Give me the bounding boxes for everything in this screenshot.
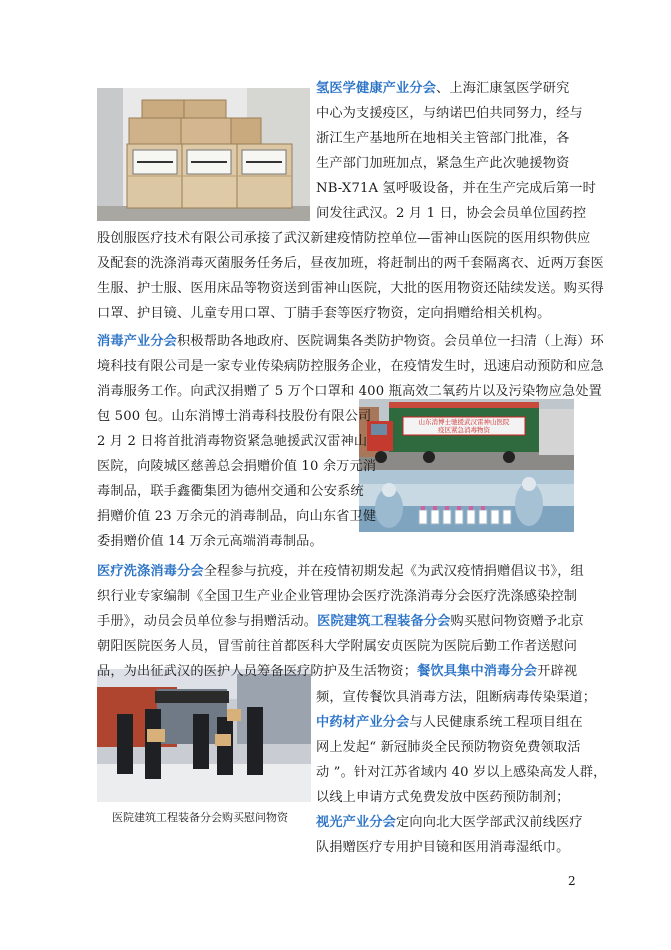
text-line: 2 月 2 日将首批消毒物资紧急驰援武汉雷神山 <box>97 434 368 449</box>
text-line: 生产部门加班加点，紧急生产此次驰援物资 <box>316 156 570 171</box>
text-line: 及配套的洗涤消毒灭菌服务任务后，昼夜加班，将赶制出的两千套隔离衣、近两万套医 <box>97 256 604 271</box>
text-line: 动 ”。针对江苏省域内 40 岁以上感染高发人群， <box>316 765 607 780</box>
text-line: 生服、护士服、医用床品等物资送到雷神山医院，大批的医用物资还陆续发送。购买得 <box>97 281 604 296</box>
org-name: 消毒产业分会 <box>97 334 178 349</box>
text-line: 中心为支援疫区，与纳诺巴伯共同努力，经与 <box>316 106 583 121</box>
text-line: 浙江生产基地所在地相关主管部门批准，各 <box>316 131 570 146</box>
lab-illustration <box>359 470 574 532</box>
truck-illustration <box>359 399 574 470</box>
text-line: 中药材产业分会与人民健康系统工程项目组在 <box>316 715 583 730</box>
photo-caption: 医院建筑工程装备分会购买慰问物资 <box>112 811 288 824</box>
text-line: 消毒服务工作。向武汉捐赠了 5 万个口罩和 400 瓶高效二氧药片以及污染物应急处置 <box>97 384 603 399</box>
text-line: 品，为出征武汉的医护人员筹备医疗防护及生活物资；餐饮具集中消毒分会开辟视 <box>97 664 578 679</box>
org-name: 视光产业分会 <box>316 815 397 830</box>
text-line: 包 500 包。山东消博士消毒科技股份有限公司 <box>97 409 372 424</box>
text-line: 委捐赠价值 14 万余元高端消毒制品。 <box>97 534 323 549</box>
truck-banner-line1: 山东消博士驰援武汉雷神山医院 <box>418 418 510 426</box>
text-line: 队捐赠医疗专用护目镜和医用消毒湿纸巾。 <box>316 840 570 855</box>
text-line: 织行业专家编制《全国卫生产业企业管理协会医疗洗涤消毒分会医疗洗涤感染控制 <box>97 589 578 604</box>
text-line: 口罩、护目镜、儿童专用口罩、丁腈手套等医疗物资，定向捐赠给相关机构。 <box>97 306 551 321</box>
truck-banner-line2: 疫区紧急消毒物资 <box>438 426 490 434</box>
text-line: 医疗洗涤消毒分会全程参与抗疫，并在疫情初期发起《为武汉疫情捐赠倡议书》，组 <box>97 564 584 579</box>
text-line: 境科技有限公司是一家专业传染病防控服务企业，在疫情发生时，迅速启动预防和应急 <box>97 359 604 374</box>
photo-truck <box>359 399 574 470</box>
text-line: 捐赠价值 23 万余元的消毒制品，向山东省卫健 <box>97 509 377 524</box>
delivery-illustration <box>97 669 311 802</box>
org-name: 餐饮具集中消毒分会 <box>417 664 538 679</box>
page-number: 2 <box>568 874 576 888</box>
org-name: 氢医学健康产业分会 <box>316 81 437 96</box>
text-line: 以线上申请方式免费发放中医药预防制剂； <box>316 790 570 805</box>
text-line: 股创服医疗技术有限公司承接了武汉新建疫情防控单位—雷神山医院的医用织物供应 <box>97 231 591 246</box>
boxes-illustration <box>97 88 310 221</box>
text-line: 间发往武汉。2 月 1 日，协会会员单位国药控 <box>316 206 587 221</box>
text-line: 医院，向陵城区慈善总会捐赠价值 10 余万元消 <box>97 459 377 474</box>
photo-boxes <box>97 88 310 221</box>
text-line: 手册》，动员会员单位参与捐赠活动。医院建筑工程装备分会购买慰问物资赠予北京 <box>97 614 584 629</box>
text-line: 视光产业分会定向向北大医学部武汉前线医疗 <box>316 815 583 830</box>
text-line: NB-X71A 氢呼吸设备，并在生产完成后第一时 <box>316 181 596 196</box>
org-name: 中药材产业分会 <box>316 715 410 730</box>
photo-delivery <box>97 669 311 802</box>
org-name: 医疗洗涤消毒分会 <box>97 564 204 579</box>
text-line: 毒制品，联手鑫衢集团为德州交通和公安系统 <box>97 484 364 499</box>
text-line: 朝阳医院医务人员，冒雪前往首都医科大学附属安贞医院为医院后勤工作者送慰问 <box>97 639 578 654</box>
org-name: 医院建筑工程装备分会 <box>317 614 451 629</box>
text-line: 频，宣传餐饮具消毒方法，阻断病毒传染渠道； <box>316 690 597 705</box>
text-line: 网上发起“ 新冠肺炎全民预防物资免费领取活 <box>316 740 581 755</box>
text-line: 氢医学健康产业分会、上海汇康氢医学研究 <box>316 81 570 96</box>
text-line: 消毒产业分会积极帮助各地政府、医院调集各类防护物资。会员单位一扫清（上海）环 <box>97 334 604 349</box>
photo-lab <box>359 470 574 532</box>
